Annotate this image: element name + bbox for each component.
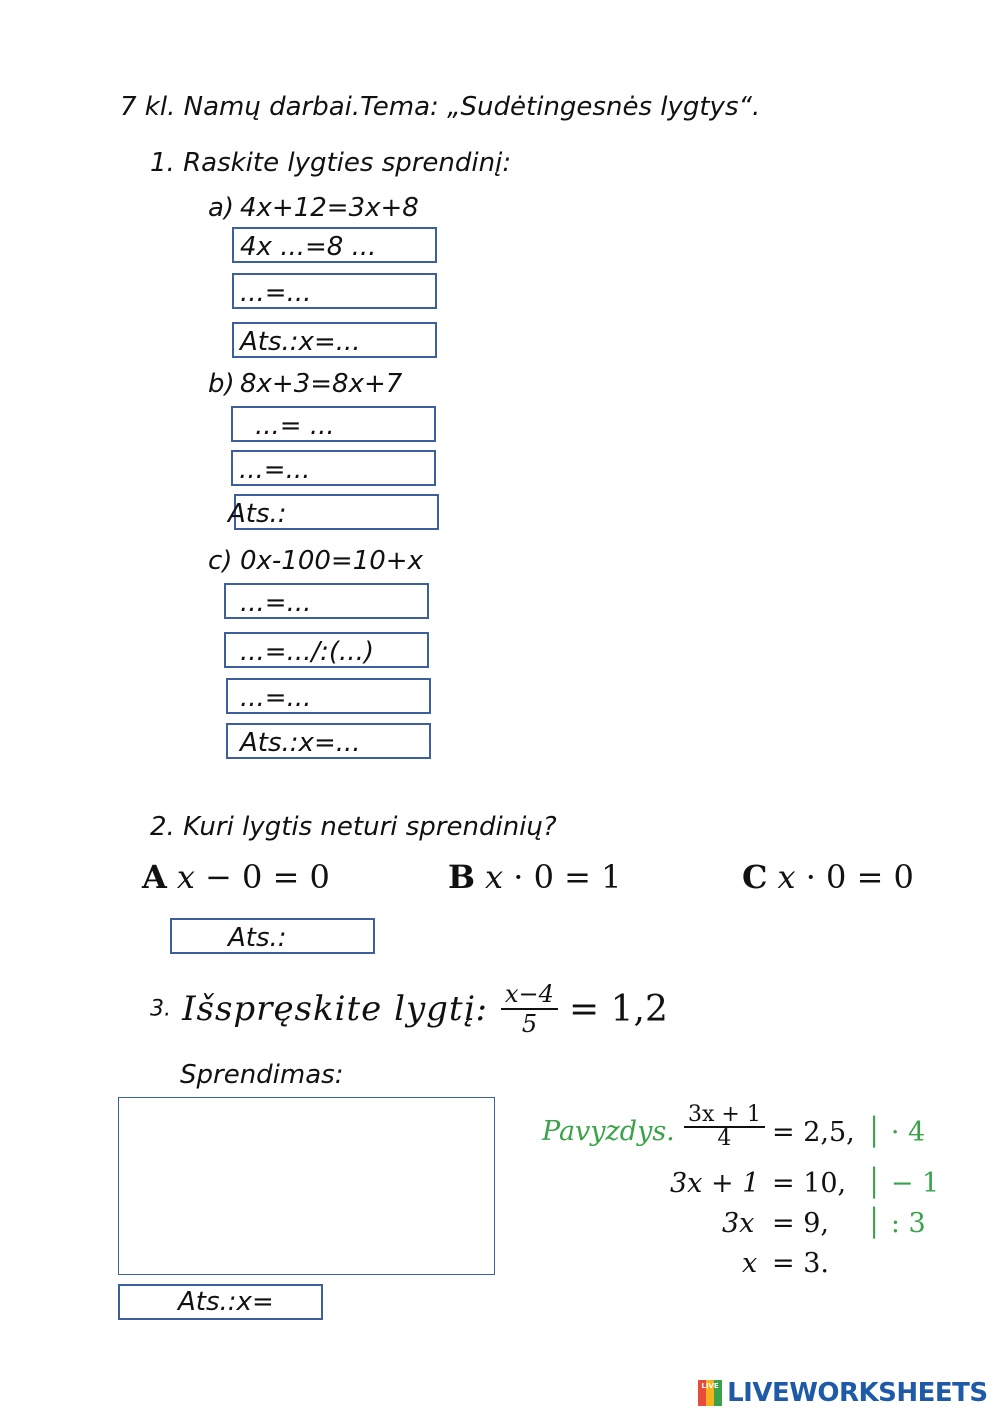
example-row2-op: │ − 1 <box>866 1168 940 1199</box>
solution-area[interactable] <box>118 1097 495 1275</box>
option-b-var: x <box>485 858 504 896</box>
task2-answer-box[interactable] <box>170 918 375 954</box>
example-row1-fraction <box>684 1104 765 1150</box>
answer-box-a1[interactable] <box>232 227 437 263</box>
logo-text: LIVEWORKSHEETS <box>727 1378 988 1408</box>
task3-rhs: = 1,2 <box>569 988 668 1030</box>
task1-c-label: c) <box>208 546 233 576</box>
answer-box-c3[interactable] <box>226 678 431 714</box>
example-fraction <box>684 1104 765 1150</box>
answer-box-a3[interactable] <box>232 322 437 358</box>
option-c <box>742 858 914 896</box>
answer-box-text: Ats.:x= <box>178 1287 274 1317</box>
example-row2-lhs: 3x + 1 <box>670 1168 760 1199</box>
option-c-rest: · 0 = 0 <box>805 858 914 896</box>
task3-number: 3. <box>150 996 171 1022</box>
example-row1-op: │ · 4 <box>866 1117 926 1148</box>
option-a-rest: − 0 = 0 <box>205 858 330 896</box>
option-b-letter: B <box>448 858 476 896</box>
page-title: 7 kl. Namų darbai.Tema: „Sudėtingesnės lygtys“. <box>120 92 761 122</box>
example-row1-eq: = 2,5, <box>772 1117 855 1148</box>
answer-box-text: ...=.../:(...) <box>240 637 374 667</box>
task3-solution-label: Sprendimas: <box>180 1060 344 1090</box>
option-a-var: x <box>176 858 195 896</box>
task3-heading <box>150 980 668 1038</box>
answer-box-b1[interactable] <box>231 406 436 442</box>
answer-box-b3[interactable] <box>228 494 439 530</box>
answer-box-text: ...= ... <box>255 411 335 441</box>
example-fraction-denominator: 4 <box>717 1126 732 1151</box>
option-b <box>448 858 621 896</box>
liveworksheets-logo <box>698 1378 988 1408</box>
example-label: Pavyzdys. <box>542 1116 675 1147</box>
option-b-rest: · 0 = 1 <box>513 858 622 896</box>
answer-box-a2[interactable] <box>232 273 437 309</box>
answer-box-text: Ats.: <box>228 923 287 953</box>
task3-answer-box[interactable] <box>118 1284 323 1320</box>
example-row2-eq: = 10, <box>772 1168 847 1199</box>
answer-box-c1[interactable] <box>224 583 429 619</box>
task2-heading: 2. Kuri lygtis neturi sprendinių? <box>150 812 557 842</box>
answer-box-c2[interactable] <box>224 632 429 668</box>
answer-box-text: Ats.:x=... <box>240 728 361 758</box>
task1-a-equation: 4x+12=3x+8 <box>240 193 419 223</box>
answer-box-text: Ats.: <box>228 499 287 529</box>
option-a <box>142 858 330 896</box>
task1-a-label: a) <box>208 193 235 223</box>
example-row4-lhs: x <box>742 1248 758 1279</box>
task3-text: Išspręskite lygtį: <box>182 989 488 1029</box>
answer-box-text: ...=... <box>240 683 312 713</box>
task3-fraction <box>501 980 558 1038</box>
task1-heading: 1. Raskite lygties sprendinį: <box>150 148 512 178</box>
example-row3-eq: = 9, <box>772 1208 829 1239</box>
answer-box-b2[interactable] <box>231 450 436 486</box>
option-c-letter: C <box>742 858 768 896</box>
task3-fraction-denominator: 5 <box>521 1010 538 1038</box>
example-row3-op: │ : 3 <box>866 1208 926 1239</box>
option-a-letter: A <box>142 858 167 896</box>
answer-box-c4[interactable] <box>226 723 431 759</box>
answer-box-text: ...=... <box>240 588 312 618</box>
task1-c-equation: 0x-100=10+x <box>240 546 423 576</box>
example-row3-lhs: 3x <box>722 1208 755 1239</box>
logo-badge: LIVE <box>698 1380 722 1406</box>
task1-b-label: b) <box>208 369 235 399</box>
task1-b-equation: 8x+3=8x+7 <box>240 369 403 399</box>
example-row4-eq: = 3. <box>772 1248 829 1279</box>
answer-box-text: ...=... <box>239 455 311 485</box>
answer-box-text: ...=... <box>240 278 312 308</box>
answer-box-text: 4x ...=8 ... <box>240 232 377 262</box>
option-c-var: x <box>777 858 796 896</box>
example-fraction-numerator: 3x + 1 <box>684 1104 765 1128</box>
answer-box-text: Ats.:x=... <box>240 327 361 357</box>
task3-fraction-numerator: x−4 <box>501 980 558 1010</box>
